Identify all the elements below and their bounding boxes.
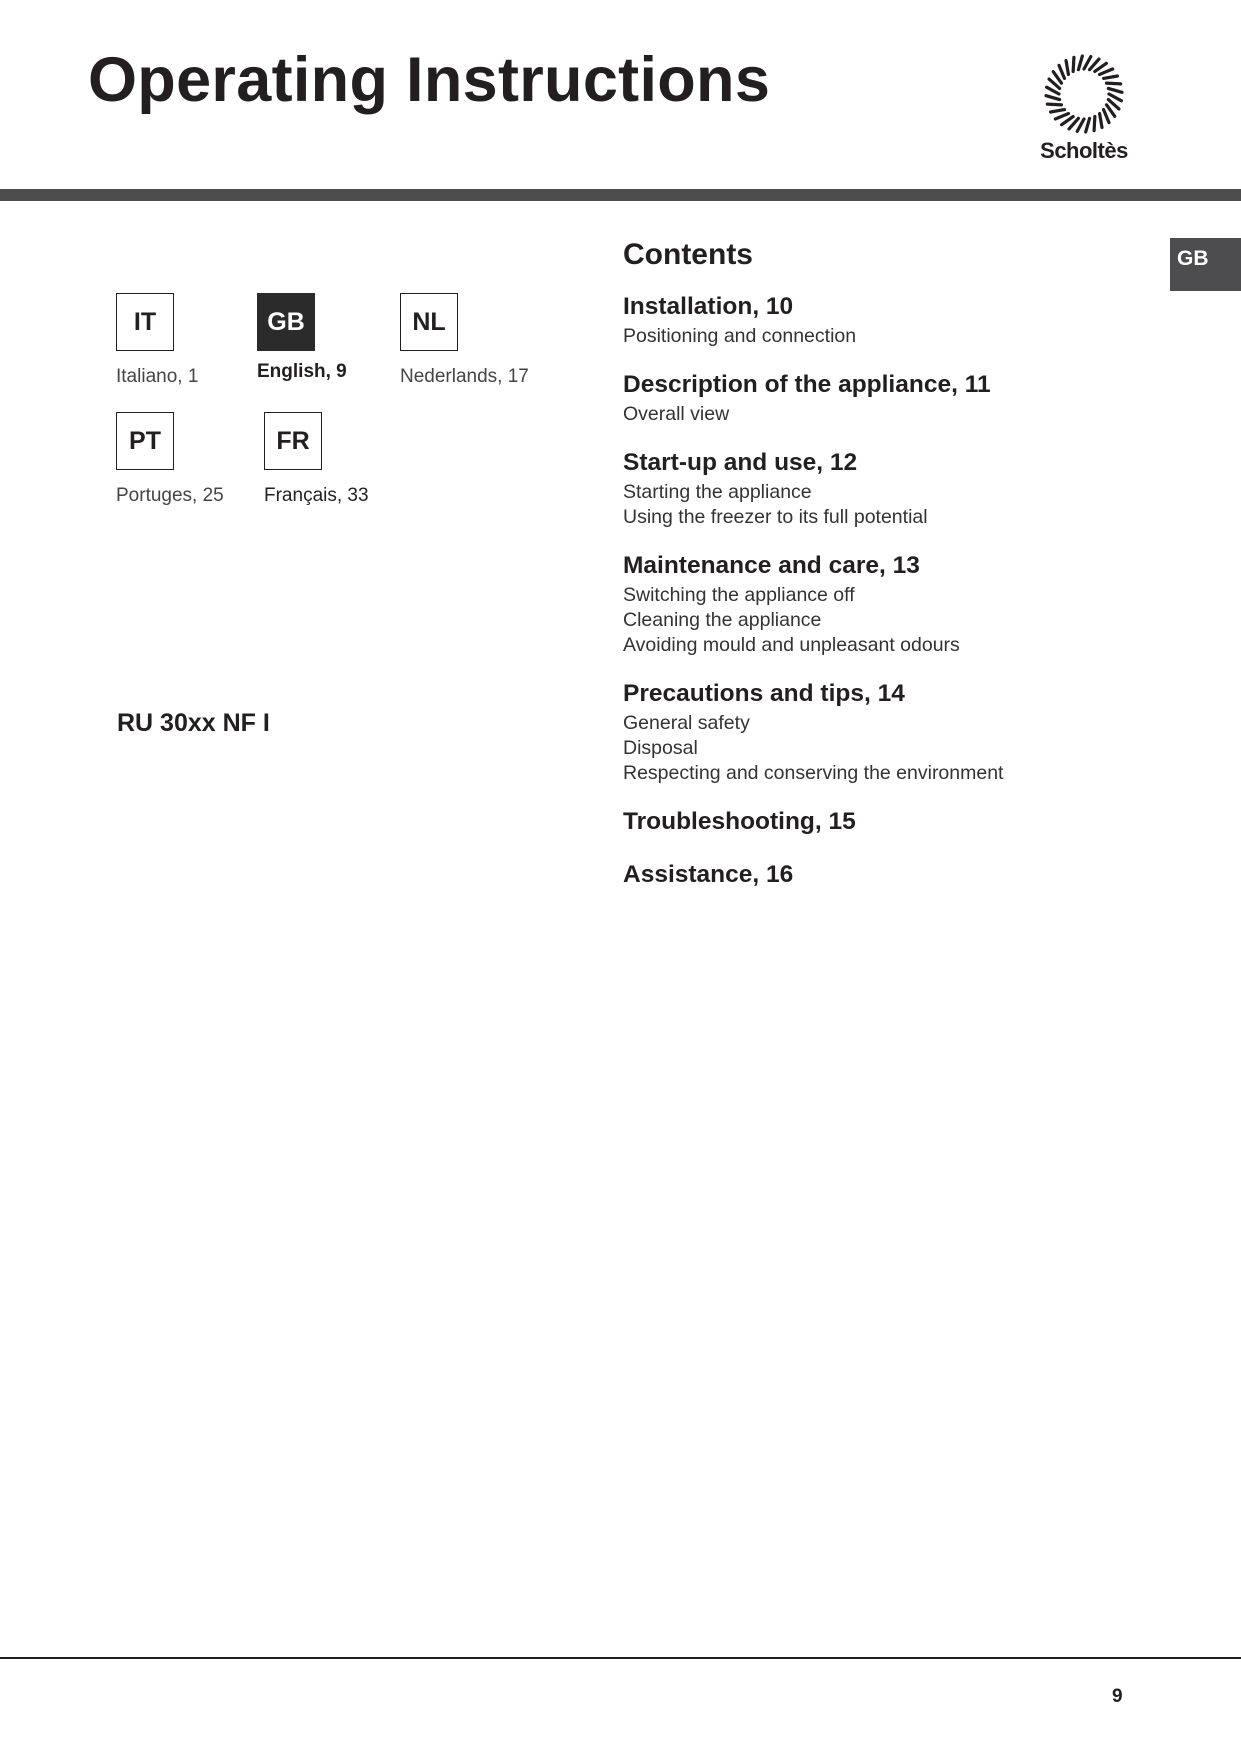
page-title: Operating Instructions	[88, 45, 771, 115]
toc-heading[interactable]: Precautions and tips, 14	[623, 680, 905, 707]
toc-subitem: General safety	[623, 712, 750, 734]
toc-section	[623, 290, 1143, 349]
toc-subitem: Switching the appliance off	[623, 584, 855, 606]
contents-heading: Contents	[623, 238, 753, 271]
toc-subitem: Starting the appliance	[623, 481, 812, 503]
toc-section	[623, 549, 1143, 658]
language-label-pt: Portuges, 25	[116, 485, 224, 506]
toc-section	[623, 805, 1143, 839]
language-side-tab: GB	[1170, 238, 1241, 291]
language-box-gb[interactable]: GB	[257, 293, 315, 351]
toc-subitem: Using the freezer to its full potential	[623, 506, 928, 528]
sunburst-icon	[1042, 52, 1126, 136]
toc-section	[623, 677, 1143, 786]
language-box-pt[interactable]: PT	[116, 412, 174, 470]
language-label-gb: English, 9	[257, 361, 347, 382]
toc-heading[interactable]: Installation, 10	[623, 293, 794, 320]
toc-section	[623, 446, 1143, 530]
page-number: 9	[1112, 1686, 1123, 1707]
language-box-it[interactable]: IT	[116, 293, 174, 351]
brand-name: Scholtès	[1040, 138, 1128, 163]
language-label-it: Italiano, 1	[116, 366, 199, 387]
toc-subitem: Overall view	[623, 403, 730, 425]
toc-heading[interactable]: Start-up and use, 12	[623, 449, 858, 476]
brand-logo	[1038, 52, 1130, 164]
toc-heading[interactable]: Troubleshooting, 15	[623, 808, 856, 835]
language-box-fr[interactable]: FR	[264, 412, 322, 470]
toc-heading[interactable]: Assistance, 16	[623, 861, 794, 888]
toc-subitem: Positioning and connection	[623, 325, 857, 347]
toc-section	[623, 858, 1143, 892]
toc-subitem: Cleaning the appliance	[623, 609, 822, 631]
toc-section	[623, 368, 1143, 427]
toc-heading[interactable]: Maintenance and care, 13	[623, 552, 920, 579]
toc-heading[interactable]: Description of the appliance, 11	[623, 371, 991, 398]
language-box-nl[interactable]: NL	[400, 293, 458, 351]
toc-subitem: Disposal	[623, 737, 698, 759]
model-number: RU 30xx NF I	[117, 709, 270, 737]
language-label-nl: Nederlands, 17	[400, 366, 529, 387]
toc-subitem: Respecting and conserving the environment	[623, 762, 1004, 784]
footer-divider	[0, 1657, 1241, 1659]
table-of-contents	[623, 290, 1143, 911]
language-label-fr: Français, 33	[264, 485, 369, 506]
header-divider	[0, 189, 1241, 201]
toc-subitem: Avoiding mould and unpleasant odours	[623, 634, 960, 656]
